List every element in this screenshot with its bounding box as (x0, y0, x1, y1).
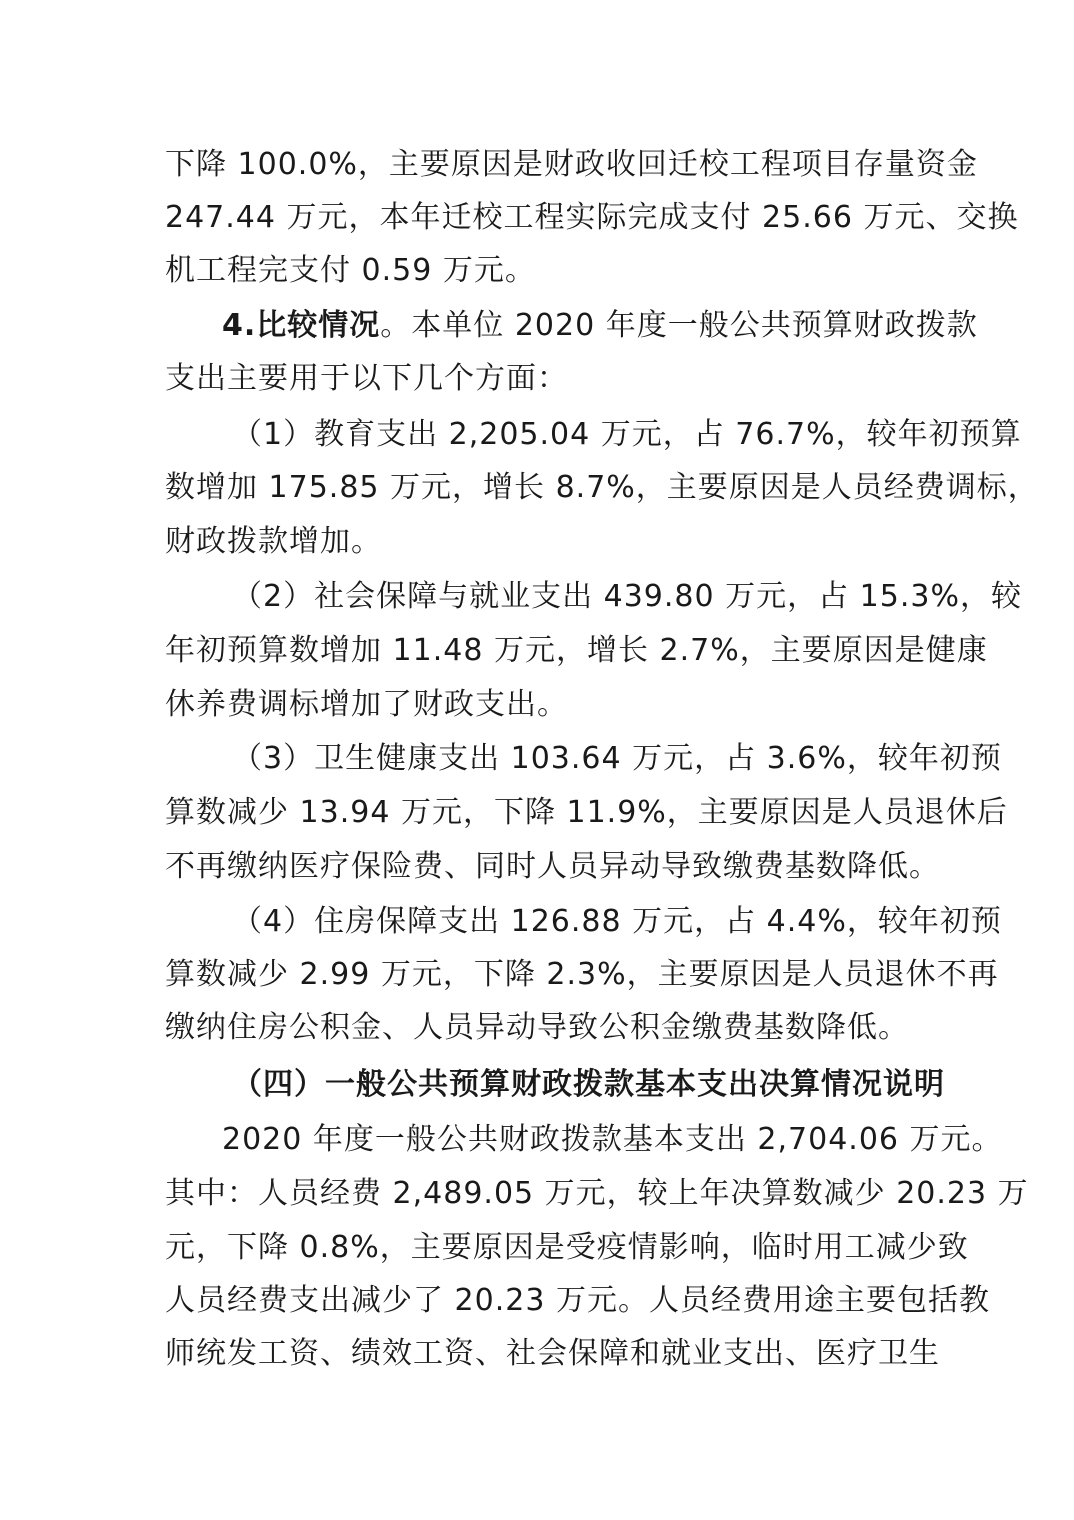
text-line: 下降 100.0%，主要原因是财政收回迁校工程项目存量资金 (165, 147, 978, 182)
text-line: 支出主要用于以下几个方面： (165, 361, 568, 396)
text-line: （2）社会保障与就业支出 439.80 万元，占 15.3%，较 (232, 579, 1022, 614)
text-line: 机工程完支付 0.59 万元。 (165, 253, 536, 288)
text-line: 休养费调标增加了财政支出。 (165, 687, 568, 722)
text-line: 数增加 175.85 万元，增长 8.7%，主要原因是人员经费调标， (165, 470, 1039, 505)
text-line: 师统发工资、绩效工资、社会保障和就业支出、医疗卫生 (165, 1336, 940, 1371)
heading-continuation: 。本单位 2020 年度一般公共预算财政拨款 (380, 308, 978, 343)
text-line: 财政拨款增加。 (165, 524, 382, 559)
section-heading: 4.比较情况 (222, 308, 381, 343)
text-line: （4）住房保障支出 126.88 万元，占 4.4%，较年初预 (232, 904, 1002, 939)
text-line: 算数减少 13.94 万元，下降 11.9%，主要原因是人员退休后 (165, 795, 1008, 830)
text-line: （1）教育支出 2,205.04 万元，占 76.7%，较年初预算 (232, 417, 1022, 452)
text-line: 年初预算数增加 11.48 万元，增长 2.7%，主要原因是健康 (165, 633, 988, 668)
text-line: 247.44 万元，本年迁校工程实际完成支付 25.66 万元、交换 (165, 200, 1019, 235)
text-line: 人员经费支出减少了 20.23 万元。人员经费用途主要包括教 (165, 1283, 990, 1318)
subsection-heading: （四）一般公共预算财政拨款基本支出决算情况说明 (232, 1067, 945, 1102)
text-line: 算数减少 2.99 万元，下降 2.3%，主要原因是人员退休不再 (165, 957, 999, 992)
text-line: 2020 年度一般公共财政拨款基本支出 2,704.06 万元。 (222, 1122, 1003, 1157)
text-line: 缴纳住房公积金、人员异动导致公积金缴费基数降低。 (165, 1010, 909, 1045)
text-line: （3）卫生健康支出 103.64 万元，占 3.6%，较年初预 (232, 741, 1002, 776)
text-line: 元，下降 0.8%，主要原因是受疫情影响，临时用工减少致 (165, 1230, 969, 1265)
text-line: 不再缴纳医疗保险费、同时人员异动导致缴费基数降低。 (165, 849, 940, 884)
text-line: 其中：人员经费 2,489.05 万元，较上年决算数减少 20.23 万 (165, 1176, 1029, 1211)
section-heading-line (222, 306, 978, 346)
